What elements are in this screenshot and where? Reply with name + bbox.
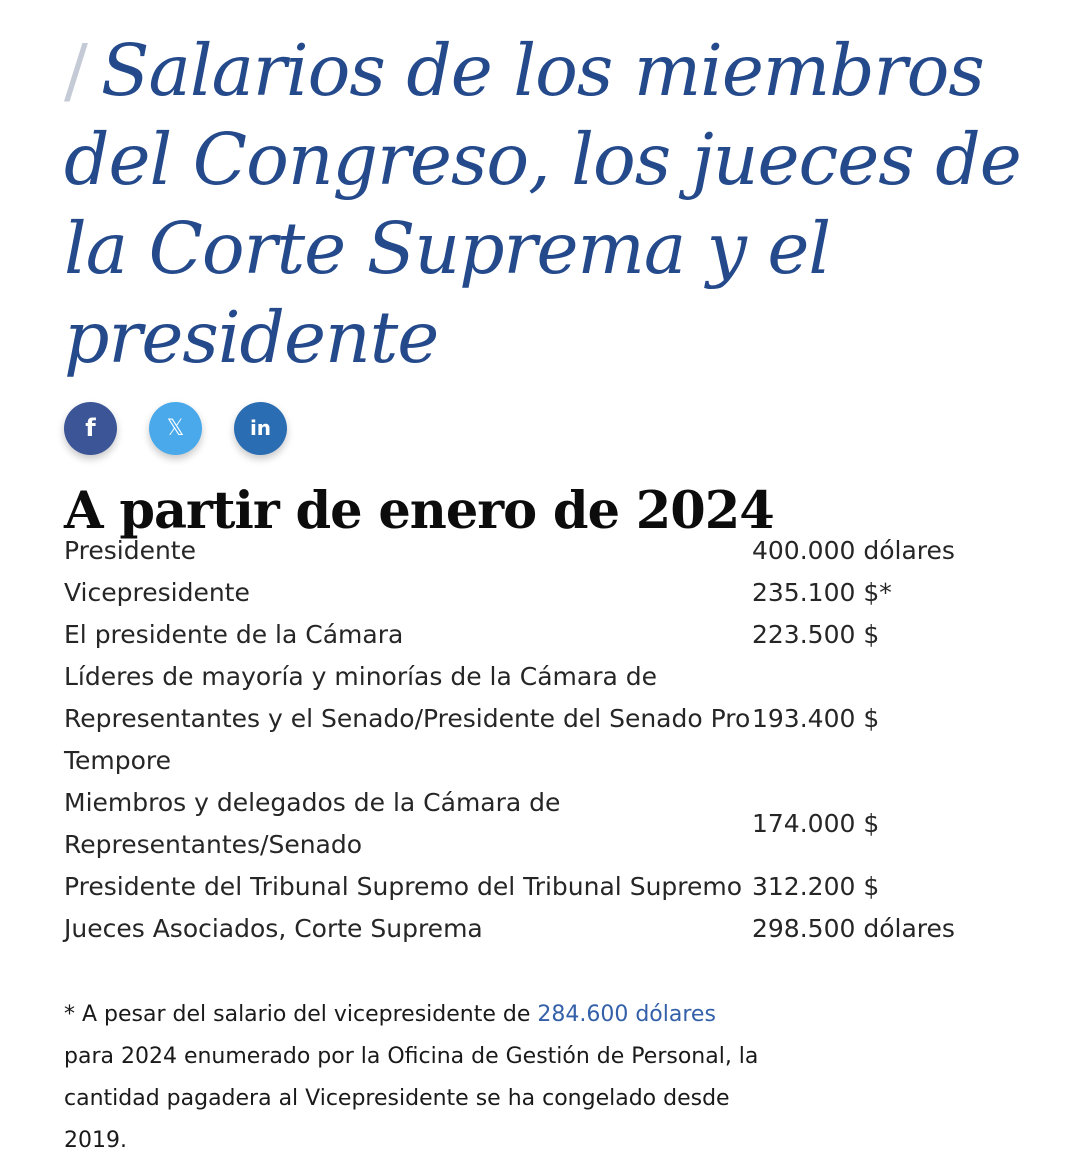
title-slash: / xyxy=(64,29,87,112)
amount-cell: 298.500 dólares xyxy=(752,914,955,943)
footnote-text-end: para 2024 enumerado por la Oficina de Gestión de Personal, la cantidad pagadera al Vicepresidente se ha congelado desde 2019. xyxy=(64,1044,759,1153)
share-bar xyxy=(64,398,1044,458)
table-row xyxy=(64,656,955,782)
facebook-share-button[interactable] xyxy=(64,402,117,455)
amount-cell: 312.200 $ xyxy=(752,872,880,901)
role-cell: El presidente de la Cámara xyxy=(64,620,404,649)
table-row xyxy=(64,572,955,614)
x-icon: 𝕏 xyxy=(166,415,185,441)
role-cell: Presidente xyxy=(64,536,196,565)
table-row xyxy=(64,782,955,866)
amount-cell: 400.000 dólares xyxy=(752,536,955,565)
amount-cell: 223.500 $ xyxy=(752,620,880,649)
table-row xyxy=(64,866,955,908)
amount-cell: 174.000 $ xyxy=(752,809,880,838)
table-row xyxy=(64,614,955,656)
role-cell: Jueces Asociados, Corte Suprema xyxy=(64,914,483,943)
footnote-link[interactable]: 284.600 dólares xyxy=(537,1002,716,1027)
page-title xyxy=(64,26,1044,382)
role-cell: Presidente del Tribunal Supremo del Tribunal Supremo xyxy=(64,872,743,901)
amount-cell: 193.400 $ xyxy=(752,704,880,733)
title-text: Salarios de los miembros del Congreso, los jueces de la Corte Suprema y el presidente xyxy=(64,29,1021,379)
article xyxy=(64,0,1044,1153)
table-row xyxy=(64,908,955,950)
section-heading: A partir de enero de 2024 xyxy=(64,481,774,541)
role-cell: Miembros y delegados de la Cámara de Representantes/Senado xyxy=(64,788,561,859)
x-share-button[interactable] xyxy=(149,402,202,455)
role-cell: Vicepresidente xyxy=(64,578,250,607)
role-cell: Líderes de mayoría y minorías de la Cámara de Representantes y el Senado/Presidente del Senado Pro Tempore xyxy=(64,662,751,775)
linkedin-share-button[interactable] xyxy=(234,402,287,455)
footnote-text-start: * A pesar del salario del vicepresidente de xyxy=(64,1002,538,1027)
linkedin-icon: in xyxy=(249,416,272,440)
footnote xyxy=(64,994,764,1162)
salary-table xyxy=(64,530,955,950)
amount-cell: 235.100 $* xyxy=(752,578,892,607)
table-row xyxy=(64,530,955,572)
facebook-icon: f xyxy=(85,414,96,442)
